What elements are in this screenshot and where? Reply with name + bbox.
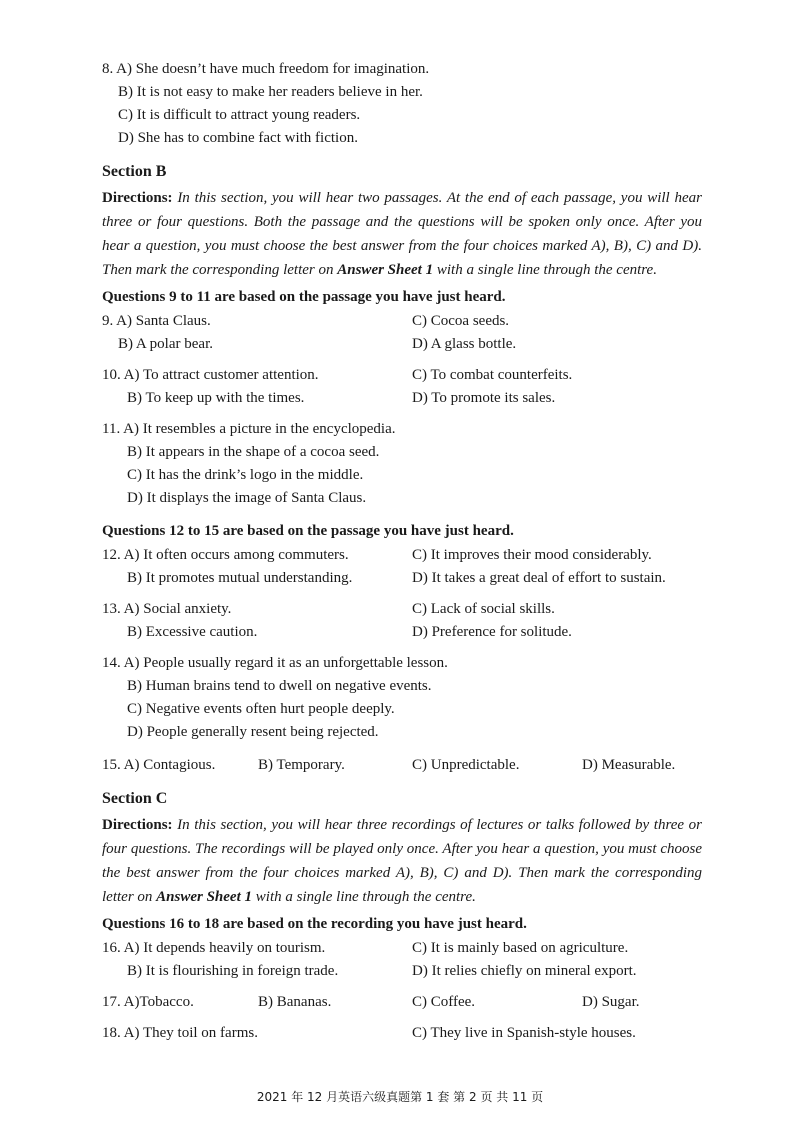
q9-option-b: B) A polar bear. — [118, 336, 213, 352]
page-footer: 2021 年 12 月英语六级真题第 1 套 第 2 页 共 11 页 — [256, 1090, 544, 1104]
q16-option-b: B) It is flourishing in foreign trade. — [127, 963, 339, 979]
q13-option-a: 13. A) Social anxiety. — [102, 601, 232, 617]
question-13 — [102, 598, 702, 644]
q15-option-a: 15. A) Contagious. — [102, 757, 216, 773]
q8-option-b: B) It is not easy to make her readers believe in her. — [118, 84, 423, 100]
question-14 — [102, 652, 702, 744]
q18-option-a: 18. A) They toil on farms. — [102, 1025, 258, 1041]
q8-option-d: D) She has to combine fact with fiction. — [118, 130, 358, 146]
q14-option-a: 14. A) People usually regard it as an unforgettable lesson. — [102, 655, 448, 671]
q17-option-a: 17. A)Tobacco. — [102, 994, 194, 1010]
q12-option-b: B) It promotes mutual understanding. — [127, 570, 353, 586]
answer-sheet-label: Answer Sheet 1 — [337, 262, 434, 278]
q10-option-a: 10. A) To attract customer attention. — [102, 367, 319, 383]
section-c-directions — [102, 813, 702, 909]
q13-option-d: D) Preference for solitude. — [412, 624, 572, 640]
page-content — [102, 58, 702, 1045]
question-12 — [102, 544, 702, 590]
q15-option-d: D) Measurable. — [582, 757, 676, 773]
question-15 — [102, 754, 702, 777]
questions-12-15-heading: Questions 12 to 15 are based on the passage you have just heard. — [102, 523, 514, 539]
q11-option-c: C) It has the drink’s logo in the middle. — [127, 467, 364, 483]
question-9 — [102, 310, 702, 356]
question-16 — [102, 937, 702, 983]
q11-option-d: D) It displays the image of Santa Claus. — [127, 490, 367, 506]
q12-option-c: C) It improves their mood considerably. — [412, 547, 652, 563]
question-11 — [102, 418, 702, 510]
q8-option-a: 8. A) She doesn’t have much freedom for imagination. — [102, 61, 430, 77]
question-18 — [102, 1022, 702, 1045]
directions-label: Directions: — [102, 190, 173, 206]
q8-option-c: C) It is difficult to attract young readers. — [118, 107, 361, 123]
question-17 — [102, 991, 702, 1014]
q15-option-c: C) Unpredictable. — [412, 757, 520, 773]
questions-16-18-heading: Questions 16 to 18 are based on the recording you have just heard. — [102, 916, 527, 932]
q11-option-a: 11. A) It resembles a picture in the encyclopedia. — [102, 421, 396, 437]
q17-option-b: B) Bananas. — [258, 994, 332, 1010]
question-8 — [102, 58, 702, 150]
q9-option-c: C) Cocoa seeds. — [412, 313, 510, 329]
directions-text-2: with a single line through the centre. — [433, 262, 657, 278]
q10-option-d: D) To promote its sales. — [412, 390, 556, 406]
directions-text-1: In this section, you will hear two passages. At the end of each passage, you will hear three or four questions. Both the passage and the questions will be spoken only once. After you hear a question, you must choose the best answer from the four choices marked A), B), C) and D). Then mark the corresponding letter on — [102, 190, 702, 278]
q16-option-d: D) It relies chiefly on mineral export. — [412, 963, 637, 979]
q18-option-c: C) They live in Spanish-style houses. — [412, 1025, 636, 1041]
section-b-title: Section B — [102, 163, 167, 180]
question-10 — [102, 364, 702, 410]
q17-option-c: C) Coffee. — [412, 994, 476, 1010]
q11-option-b: B) It appears in the shape of a cocoa seed. — [127, 444, 380, 460]
q14-option-d: D) People generally resent being rejected. — [127, 724, 379, 740]
q12-option-d: D) It takes a great deal of effort to sustain. — [412, 570, 666, 586]
section-b-directions — [102, 186, 702, 282]
q14-option-b: B) Human brains tend to dwell on negative events. — [127, 678, 432, 694]
q13-option-c: C) Lack of social skills. — [412, 601, 555, 617]
q12-option-a: 12. A) It often occurs among commuters. — [102, 547, 349, 563]
directions-text-2: with a single line through the centre. — [252, 889, 476, 905]
directions-label: Directions: — [102, 817, 173, 833]
q10-option-c: C) To combat counterfeits. — [412, 367, 573, 383]
q16-option-a: 16. A) It depends heavily on tourism. — [102, 940, 326, 956]
q10-option-b: B) To keep up with the times. — [127, 390, 305, 406]
q9-option-a: 9. A) Santa Claus. — [102, 313, 211, 329]
questions-9-11-heading: Questions 9 to 11 are based on the passage you have just heard. — [102, 289, 506, 305]
q14-option-c: C) Negative events often hurt people deeply. — [127, 701, 395, 717]
q16-option-c: C) It is mainly based on agriculture. — [412, 940, 629, 956]
q9-option-d: D) A glass bottle. — [412, 336, 517, 352]
q17-option-d: D) Sugar. — [582, 994, 640, 1010]
section-c-title: Section C — [102, 790, 168, 807]
directions-text-1: In this section, you will hear three recordings of lectures or talks followed by three or four questions. The recordings will be played only once. After you hear a question, you must choose the best answer from the four choices marked A), B), C) and D). Then mark the corresponding letter on — [102, 817, 702, 905]
answer-sheet-label: Answer Sheet 1 — [156, 889, 253, 905]
q13-option-b: B) Excessive caution. — [127, 624, 258, 640]
q15-option-b: B) Temporary. — [258, 757, 345, 773]
